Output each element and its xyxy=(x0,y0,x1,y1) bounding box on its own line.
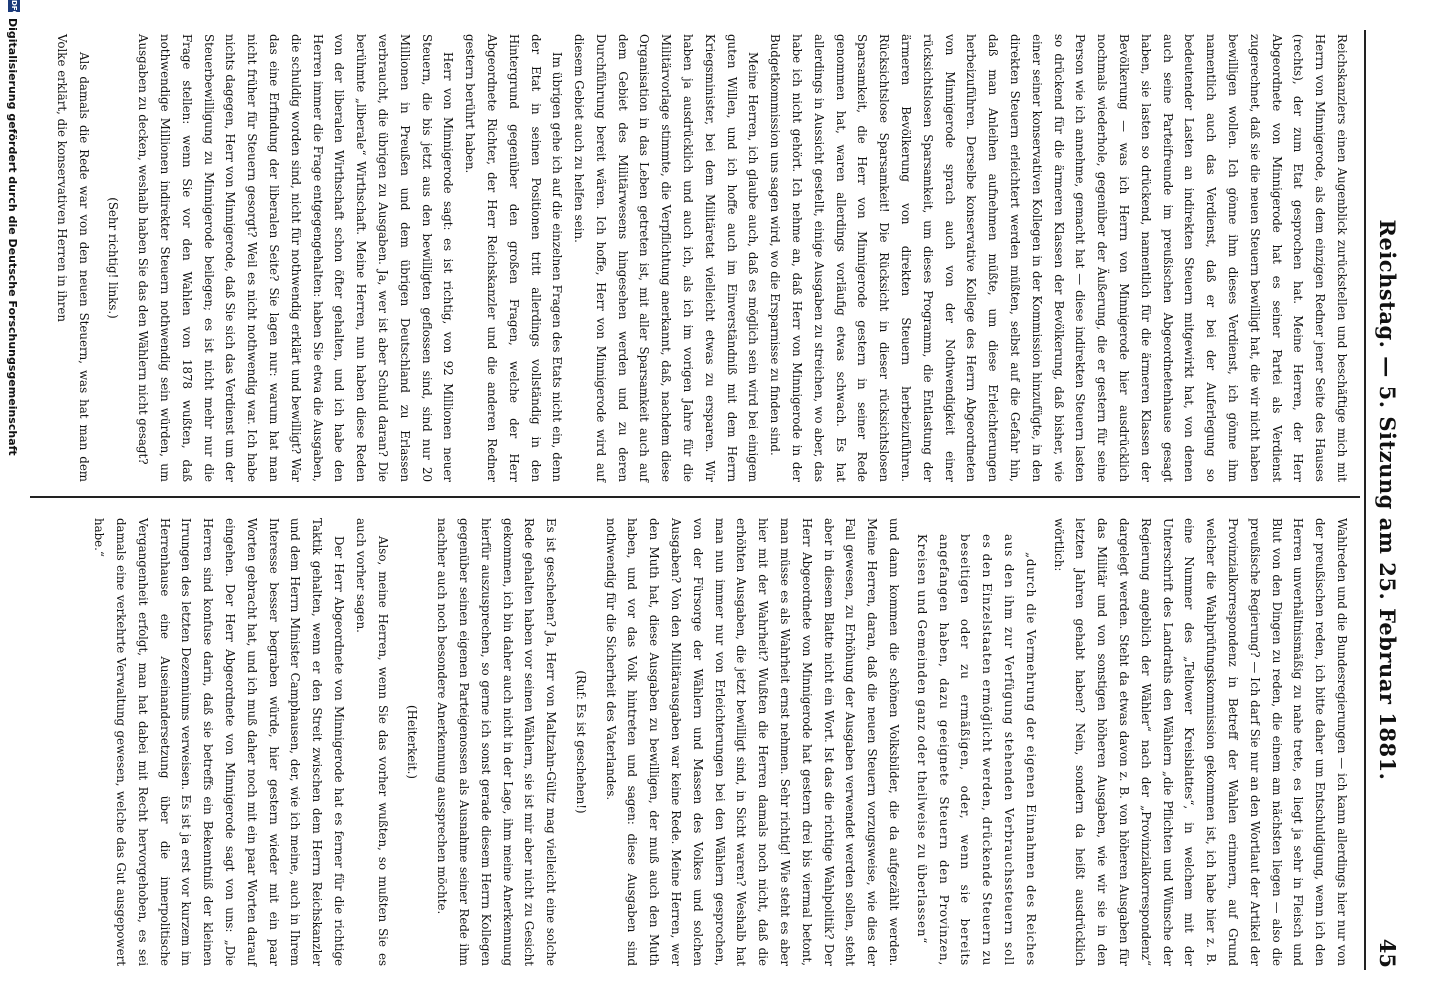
digitization-credit: Digitalisierung gefördert durch die Deutsche Forschungsgemeinschaft xyxy=(6,18,19,456)
paragraph: und dann kommen die schönen Volksbilder, die da aufgezählt werden. Meine Herren, daran, daß die neuen Steuern vorzugsweise, wie dies der Fall gewesen, zu Erhöhung der Ausgaben verwendet werden sollen, steht aber in diesem Blatte nicht ein Wort. Ist das die richtige Wahlpolitik? Der Herr Abgeordnete von Minnigerode hat gestern drei bis viermal betont, man müsse es als Wahrheit ernst nehmen. Sehr richtig! Wie steht es aber hier mit der Wahrheit? Wußten die Herren damals noch nicht, daß die erhöhten Ausgaben, die jetzt bewilligt sind, in Sicht waren? Weshalb hat man nun immer nur von Erleichterungen bei den Wählern gesprochen, von der Fürsorge der Wählern und Massen des Volkes und solchen Ausgaben? Von den Militärausgaben war keine Rede. Meine Herren, wer den Muth hat, diese Ausgaben zu bewilligen, der muß auch den Muth haben, und vor das Volk hintreten und sagen: diese Ausgaben sind nothwendig für die Sicherheit des Vaterlandes. xyxy=(603,518,902,966)
dfg-logo-icon: DFG xyxy=(10,0,18,17)
page-footer xyxy=(6,0,26,1000)
stage-direction: (Heiterkeit.) xyxy=(405,704,420,779)
column-divider xyxy=(30,496,1360,498)
left-column xyxy=(50,34,1352,482)
paragraph: Meine Herren, ich glaube auch, daß es möglich sein wird bei einigem guten Willen, und ich hoffe auch im Einverständniß mit dem Herrn Kriegsminister, bei dem Militäretat vielleicht etwas zu ersparen. Wir haben ja ausdrücklich und auch ich, als ich im vorigen Jahre für die Militärvorlage stimmte, die Verpflichtung anerkannt, daß, nachdem diese Organisation in das Leben getreten ist, mit aller Sparsamkeit auch auf dem Gebiet des Militärwesens hingesehen werden und zu deren Durchführung bereit wären. Ich hoffe, Herr von Minnigerode wird auf diesem Gebiet auch zu helfen sein. xyxy=(572,34,761,482)
paragraph: Als damals die Rede war von den neuen Steuern, was hat man dem Volke erklärt, die konservativen Herren in ihren xyxy=(54,34,91,482)
page-title: Reichstag. — 5. Sitzung am 25. Februar 1881. xyxy=(1375,219,1400,781)
header-rule xyxy=(1364,30,1366,970)
right-column xyxy=(87,518,1352,966)
paragraph: Der Herr Abgeordnete von Minnigerode hat es ferner für die richtige Taktik gehalten, wenn er den Streit zwischen dem Herrn Reichskanzler und dem Herrn Minister Camphausen, der, wie ich meine, auch in Ihrem Interesse besser begraben würde, hier gestern wieder mit ein paar Worten gebracht hat, und ich muß daher noch mit ein paar Worten darauf eingehen. Der Herr Abgeordnete von Minnigerode sagt von uns: „Die Herren sind konfuse darin, daß sie betreffs ein Bekenntniß der kleinen Irrungen des letzten Dezenniums verweisen. Es ist ja erst vor kurzem im Herrenhause eine Auseinandersetzung über die innerpolitische Vergangenheit erfolgt, man hat dabei mit Recht hervorgehoben, es sei damals eine verkehrte Verwaltung gewesen, welche das Gut ausgepowert habe.“ xyxy=(92,518,346,966)
paragraph: Herr von Minnigerode sagt: es ist richtig, von 92 Millionen neuer Steuern, die bis jetzt aus den bewilligten geflossen sind, sind nur 20 Millionen in Preußen und dem übrigen Deutschland zu Erlassen verbraucht, die übrigen zu Ausgaben. Ja, wer ist aber Schuld daran? Die berühmte „liberale“ Wirthschaft. Meine Herren, nun haben diese Reden von der liberalen Wirthschaft schon öfter gehalten, und ich habe den Herren immer die Frage entgegengehalten: haben Sie etwa die Ausgaben, die schuldig worden sind, nicht für nothwendig erklärt und bewilligt? War das eine Erfindung der liberalen Seite? Sie lagen nur: warum hat man nicht früher für Steuern gesorgt? Weil es nicht nothwendig war. Ich habe nichts dagegen, Herr von Minnigerode, daß Sie sich das Verdienst um der Steuerbewilligung zu Minnigerode beilegen; es ist nicht mehr nur die Frage stellen: wenn Sie vor den Wahlen von 1878 wußten, daß nothwendige Millionen indirekter Steuern nothwendig sein würden, um Ausgaben zu decken, weshalb haben Sie das den Wählern nicht gesagt? xyxy=(136,34,456,482)
page-number: 45 xyxy=(1375,938,1400,968)
paragraph: Es ist geschehen? Ja, Herr von Maltzahn-Gültz mag vielleicht eine solche Rede gehalten haben vor seinen Wählern, sie ist mir aber nicht zu Gesicht gekommen, ich bin daher auch nicht in der Lage, ihm meine Anerkennung hierfür auszusprechen, so gerne ich sonst gerade diesem Herrn Kollegen gegenüber seinen eigenen Parteigenossen als Ausnahme seiner Rede ihm nachher auch noch besondere Anerkennung aussprechen möchte. xyxy=(435,518,559,966)
page-header xyxy=(1370,30,1400,970)
paragraph: Reichskanzlers einen Augenblick zurückstellen und beschäftige mich mit Herrn von Minnigerode, als dem einzigen Redner jener Seite des Hauses (rechts), der zum Etat gesprochen hat. Meine Herren, der Herr Abgeordnete von Minnigerode hat es seiner Partei als Verdienst zugerechnet, daß sie die neuen Steuern bewilligt hat, die wir nicht haben bewilligen wollen. Ich gönne ihm dieses Verdienst, ich gönne ihm namentlich auch das Verdienst, daß er bei der Auferlegung so bedeutender Lasten an indirekten Steuern mitgewirkt hat, von denen auch seine Parteifreunde im preußischen Abgeordnetenhause gesagt haben, sie lasten so drückend, namentlich für die ärmeren Klassen der Bevölkerung — was ich Herrn von Minnigerode hier ausdrücklich nochmals wiederhole, gegenüber der Äußerung, die er gestern für seine Person wie ich annehme, gemacht hat — diese indirekten Steuern lasten so drückend für die ärmeren Klassen der Bevölkerung, daß bisher, wie einer seiner konservativen Kollegen in der Kommission hinzufügte, in den direkten Steuern erleichtert werden müßten, selbst auf die Gefahr hin, daß man Anleihen aufnehmen müßte, um diese Erleichterungen herbeizuführen. Derselbe konservative Kollege des Herrn Abgeordneten von Minnigerode sprach auch von der Nothwendigkeit einer rücksichtslosen Sparsamkeit, um dieses Programm, die Entlastung der ärmeren Bevölkerung von direkten Steuern herbeizuführen. Rücksichtslose Sparsamkeit! Die Rücksicht in dieser rücksichtslosen Sparsamkeit, die Herr von Minnigerode gestern in seiner Rede genommen hat, waren allerdings vorläufig etwas schwach. Es hat allerdings in Aussicht gestellt, einige Ausgaben zu streichen, wo aber, das habe ich nicht gehört. Ich nehme an, daß Herr von Minnigerode in der Budgetkommission uns sagen wird, wo die Ersparnisse zu finden sind. xyxy=(768,34,1349,482)
stage-direction: (Ruf: Es ist geschehen!) xyxy=(573,670,588,814)
paragraph: Wahlreden und die Bundesregierungen — ich kann allerdings hier nur von der preußischen reden, ich bitte daher um Entschuldigung, wenn ich den Herren unverhältnismäßig zu nahe trete, es liegt ja sehr in Fleisch und Blut von den Dingen zu reden, die einem am nächsten liegen — also die preußische Regierung? — Ich darf Sie nur an den Wortlaut der Artikel der Provinzialkorrespondenz in Betreff der Wahlen erinnern, auf Grund welcher die Wahlprüfungskommission gekommen ist, ich habe hier z. B. eine Nummer des „Teltower Kreisblattes“, in welchem mit der Unterschrift des Landraths den Wählern „die Pflichten und Wünsche der Regierung angeblich der Wähler“ nach der „Provinzialkorrespondenz“ dargelegt werden. Steht da etwas davon z. B. von höheren Ausgaben für das Militär und von sonstigen höheren Ausgaben, wie wir sie in den letzten Jahren gehabt haben? Nein, sondern da heißt ausdrücklich wörtlich: xyxy=(1051,518,1349,966)
paragraph: Im übrigen gehe ich auf die einzelnen Fragen des Etats nicht ein, denn der Etat in seinen Positionen tritt allerdings vollständig in den Hintergrund gegenüber den großen Fragen, welche der Herr Abgeordnete Richter, der Herr Reichskanzler und die anderen Redner gestern berührt haben. xyxy=(463,34,565,482)
paragraph: Also, meine Herren, wenn Sie das vorher wußten, so mußten Sie es auch vorher sagen. xyxy=(353,518,390,966)
stage-direction: (Sehr richtig! links.) xyxy=(106,197,121,319)
block-quote: „durch die Vermehrung der eigenen Einnahmen des Reiches aus den ihm zur Verfügung stehenden Verbrauchssteuern soll es den Einzelstaaten ermöglicht werden, drückende Steuern zu beseitigen oder zu ermäßigen, oder, wenn sie bereits angefangen haben, dazu geeignete Steuern den Provinzen, Kreisen und Gemeinden ganz oder theilweise zu überlassen“ xyxy=(914,534,1038,966)
